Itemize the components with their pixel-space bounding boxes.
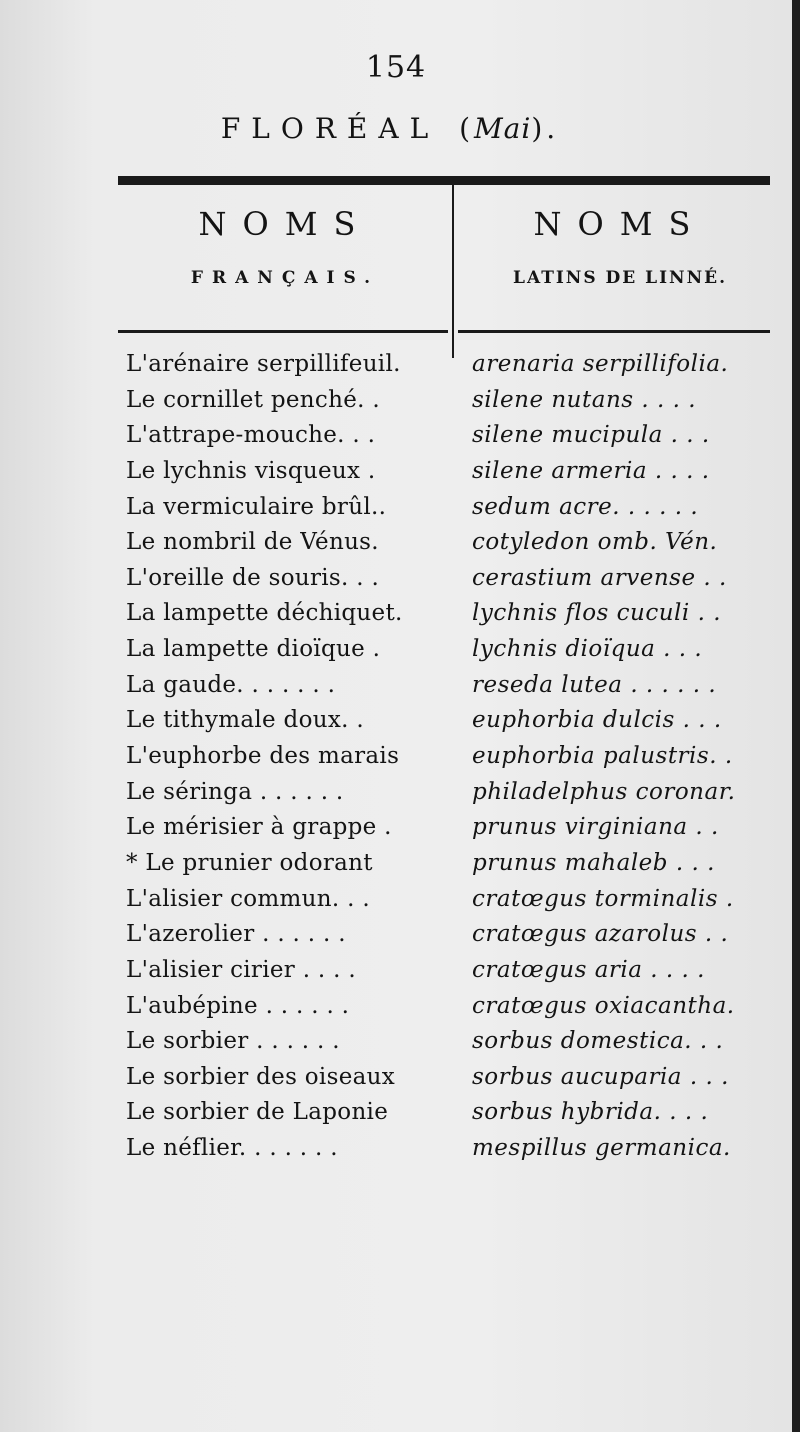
table-row [0, 1099, 792, 1135]
french-name: L'arénaire serpillifeuil. [126, 351, 401, 377]
table-row [0, 957, 792, 993]
table-row [0, 743, 792, 779]
latin-name: lychnis dioïqua . . . [472, 636, 703, 663]
french-name: Le néflier. . . . . . . [126, 1135, 338, 1162]
latin-name: silene armeria . . . . [472, 457, 710, 484]
french-name: L'oreille de souris. . . [126, 564, 380, 591]
column-divider [452, 182, 454, 358]
table-row [0, 600, 792, 636]
french-name: L'alisier commun. . . [126, 885, 370, 912]
french-name: Le mérisier à grappe . [126, 814, 392, 841]
latin-name: prunus mahaleb . . . [472, 849, 715, 876]
table-row [0, 886, 792, 922]
table-row [0, 672, 792, 708]
french-name: La vermiculaire brûl.. [126, 493, 387, 520]
latin-name: silene mucipula . . . [472, 422, 710, 449]
table-row [0, 1028, 792, 1064]
french-name: La lampette dioïque . [126, 636, 381, 663]
table-row [0, 458, 792, 494]
latin-name: reseda lutea . . . . . . [472, 671, 717, 698]
right-column-title: NOMS [533, 205, 707, 243]
table-row [0, 993, 792, 1029]
french-name: La gaude. . . . . . . [126, 671, 336, 698]
french-name: L'attrape-mouche. . . [126, 422, 376, 449]
running-head [40, 112, 740, 145]
french-name: * Le prunier odorant [126, 849, 373, 876]
latin-name: cratœgus torminalis . [472, 885, 734, 912]
french-name: Le lychnis visqueux . [126, 457, 376, 484]
table-row [0, 1135, 792, 1171]
table-row [0, 529, 792, 565]
table-row [0, 565, 792, 601]
running-head-month-fr: Mai [474, 112, 532, 145]
table-row [0, 921, 792, 957]
french-name: L'azerolier . . . . . . [126, 921, 346, 948]
table-row [0, 636, 792, 672]
french-name: Le sorbier . . . . . . [126, 1028, 340, 1055]
page-number: 154 [365, 50, 427, 85]
running-head-paren-close: ). [531, 112, 560, 145]
latin-name: arenaria serpillifolia. [472, 351, 729, 377]
latin-name: cratœgus aria . . . . [472, 956, 705, 983]
latin-name: silene nutans . . . . [472, 386, 697, 413]
left-column-rule [118, 330, 448, 333]
french-name: La lampette déchiquet. [126, 600, 403, 627]
right-column-subtitle: LATINS DE LINNÉ. [512, 268, 728, 288]
right-column-rule [458, 330, 770, 333]
french-name: Le sorbier des oiseaux [126, 1063, 395, 1090]
latin-name: lychnis flos cuculi . . [472, 600, 722, 627]
latin-name: sorbus hybrida. . . . [472, 1099, 709, 1126]
latin-name: cerastium arvense . . [472, 564, 727, 591]
latin-name: cotyledon omb. Vén. [472, 529, 718, 556]
latin-name: philadelphus coronar. [472, 778, 736, 805]
page-edge [792, 0, 800, 1432]
french-name: Le cornillet penché. . [126, 386, 380, 413]
latin-name: cratœgus azarolus . . [472, 921, 729, 948]
latin-name: sedum acre. . . . . . [472, 493, 699, 520]
left-column-subtitle: FRANÇAIS. [190, 268, 380, 288]
french-name: Le séringa . . . . . . [126, 778, 344, 805]
table-row [0, 387, 792, 423]
french-name: L'alisier cirier . . . . [126, 956, 356, 983]
latin-name: mespillus germanica. [472, 1135, 731, 1162]
table-row [0, 351, 792, 387]
french-name: L'aubépine . . . . . . [126, 992, 350, 1019]
header-rule [118, 176, 770, 185]
table-row [0, 707, 792, 743]
left-column-title: NOMS [198, 205, 372, 243]
latin-name: sorbus domestica. . . [472, 1028, 724, 1055]
table-row [0, 814, 792, 850]
french-name: Le sorbier de Laponie [126, 1099, 389, 1126]
latin-name: euphorbia palustris. . [472, 743, 733, 770]
plant-name-table [0, 351, 792, 1171]
running-head-paren-open: ( [459, 112, 474, 145]
table-row [0, 1064, 792, 1100]
latin-name: sorbus aucuparia . . . [472, 1063, 729, 1090]
latin-name: euphorbia dulcis . . . [472, 707, 722, 734]
french-name: L'euphorbe des marais [126, 743, 400, 770]
table-row [0, 494, 792, 530]
latin-name: prunus virginiana . . [472, 814, 719, 841]
running-head-month: FLORÉAL [220, 112, 440, 145]
table-row [0, 850, 792, 886]
french-name: Le tithymale doux. . [126, 707, 364, 734]
french-name: Le nombril de Vénus. [126, 529, 379, 556]
table-row [0, 779, 792, 815]
latin-name: cratœgus oxiacantha. [472, 992, 735, 1019]
table-row [0, 422, 792, 458]
